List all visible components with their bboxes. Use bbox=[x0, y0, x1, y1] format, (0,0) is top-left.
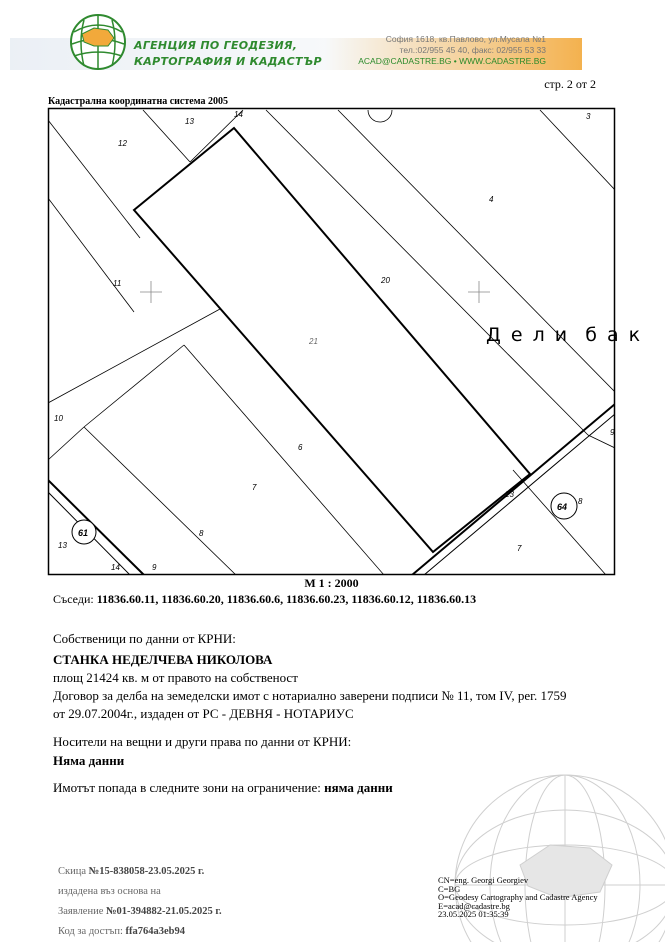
owner-name: СТАНКА НЕДЕЛЧЕВА НИКОЛОВА bbox=[53, 652, 273, 667]
parcel-label: 3 bbox=[586, 112, 591, 121]
boundary-line bbox=[338, 110, 615, 392]
parcel-21-outline bbox=[134, 128, 530, 552]
footer bbox=[58, 862, 222, 942]
parcel-label: 21 bbox=[309, 337, 318, 346]
owner-doc-line2: от 29.07.2004г., издаден от РС - ДЕВНЯ - НОТАРИУС bbox=[53, 706, 354, 721]
access-line: Код за достъп: ffa764a3eb94 bbox=[58, 926, 186, 937]
parcel-label: 9 bbox=[152, 563, 157, 572]
neighbors bbox=[53, 592, 476, 607]
parcel-label: 13 bbox=[185, 117, 194, 126]
agency-logo bbox=[64, 12, 134, 74]
parcel-label: 8 bbox=[199, 529, 204, 538]
owners-heading: Собственици по данни от КРНИ: bbox=[53, 631, 236, 646]
circle-label: 64 bbox=[557, 502, 568, 512]
agency-name-line1: АГЕНЦИЯ ПО ГЕОДЕЗИЯ, bbox=[134, 39, 298, 52]
parcel-label: 7 bbox=[252, 483, 257, 492]
arc-mark bbox=[368, 110, 392, 122]
signature-cn: CN=eng. Georgi Georgiev bbox=[438, 875, 529, 885]
signature-date: 23.05.2025 01:35:39 bbox=[438, 909, 509, 919]
parcel-label: 8 bbox=[578, 497, 583, 506]
parcel-label: 11 bbox=[113, 279, 122, 288]
parcel-label: 7 bbox=[517, 544, 522, 553]
issued-on: издадена въз основа на bbox=[58, 886, 161, 897]
map-scale: М 1 : 2000 bbox=[304, 576, 359, 590]
parcel-label: 10 bbox=[54, 414, 63, 423]
agency-phone: тел.:02/955 45 40, факс: 02/955 53 33 bbox=[399, 45, 546, 55]
boundary-line bbox=[143, 110, 190, 162]
application-number: №01-394882-21.05.2025 г. bbox=[106, 906, 222, 917]
parcel-label: 14 bbox=[111, 563, 120, 572]
parcel-label: 9 bbox=[610, 428, 615, 437]
application-line: Заявление №01-394882-21.05.2025 г. bbox=[58, 906, 222, 917]
parcel-label: 6 bbox=[298, 443, 303, 452]
boundary-line bbox=[84, 345, 184, 427]
page-number: стр. 2 от 2 bbox=[544, 77, 596, 91]
boundary-line bbox=[266, 110, 588, 435]
parcel-label: 12 bbox=[118, 139, 127, 148]
rights-value: Няма данни bbox=[53, 753, 125, 768]
grid-crosses bbox=[140, 281, 490, 303]
zones-label: Имотът попада в следните зони на ограничение: bbox=[53, 780, 321, 795]
parcel-label: 13 bbox=[58, 541, 67, 550]
zones-value: няма данни bbox=[324, 780, 393, 795]
boundary-line bbox=[48, 427, 84, 460]
boundary-line bbox=[540, 110, 615, 190]
rights-heading: Носители на вещни и други права по данни от КРНИ: bbox=[53, 734, 352, 749]
cadastral-map bbox=[48, 108, 643, 576]
digital-signature bbox=[438, 876, 598, 919]
signature-c: C=BG bbox=[438, 883, 461, 894]
agency-name bbox=[134, 38, 322, 70]
boundary-line bbox=[48, 309, 220, 403]
access-code: ffa764a3eb94 bbox=[125, 926, 186, 937]
parcel-label: 20 bbox=[381, 276, 390, 285]
neighbors-value: 11836.60.11, 11836.60.20, 11836.60.6, 11836.60.23, 11836.60.12, 11836.60.13 bbox=[96, 592, 477, 606]
circle-label: 61 bbox=[78, 528, 89, 538]
owner-area: площ 21424 кв. м от правото на собственост bbox=[53, 670, 298, 685]
agency-contact bbox=[340, 34, 546, 67]
sketch-number: №15-838058-23.05.2025 г. bbox=[88, 866, 205, 877]
signature-e: E=acad@cadastre.bg bbox=[438, 900, 510, 911]
neighbors-label: Съседи: bbox=[53, 592, 94, 606]
parcel-label: 14 bbox=[234, 110, 243, 119]
boundary-line bbox=[48, 120, 140, 238]
boundary-line bbox=[513, 470, 606, 575]
locality-name: Д е л и б а к bbox=[486, 324, 643, 346]
boundary-line bbox=[184, 345, 384, 575]
boundary-line bbox=[84, 427, 236, 575]
sketch-line: Скица №15-838058-23.05.2025 г. bbox=[58, 866, 205, 877]
owner-doc-line1: Договор за делба на земеделски имот с нотариално заверени подписи № 11, том IV, рег. 1759 bbox=[53, 688, 567, 703]
coordinate-system: Кадастрална координатна система 2005 bbox=[48, 96, 228, 107]
parcel-label: 4 bbox=[489, 195, 494, 204]
road-line bbox=[48, 480, 144, 575]
agency-name-line2: КАРТОГРАФИЯ И КАДАСТЪР bbox=[134, 55, 322, 68]
signature-o: O=Geodesy Cartography and Cadastre Agency bbox=[438, 892, 598, 902]
zones-line bbox=[53, 780, 393, 796]
boundary-line bbox=[48, 198, 134, 312]
agency-web[interactable]: ACAD@CADASTRE.BG • WWW.CADASTRE.BG bbox=[358, 56, 546, 66]
parcel-label: 23 bbox=[505, 490, 514, 499]
agency-address: София 1618, кв.Павлово, ул.Мусала №1 bbox=[385, 34, 546, 44]
